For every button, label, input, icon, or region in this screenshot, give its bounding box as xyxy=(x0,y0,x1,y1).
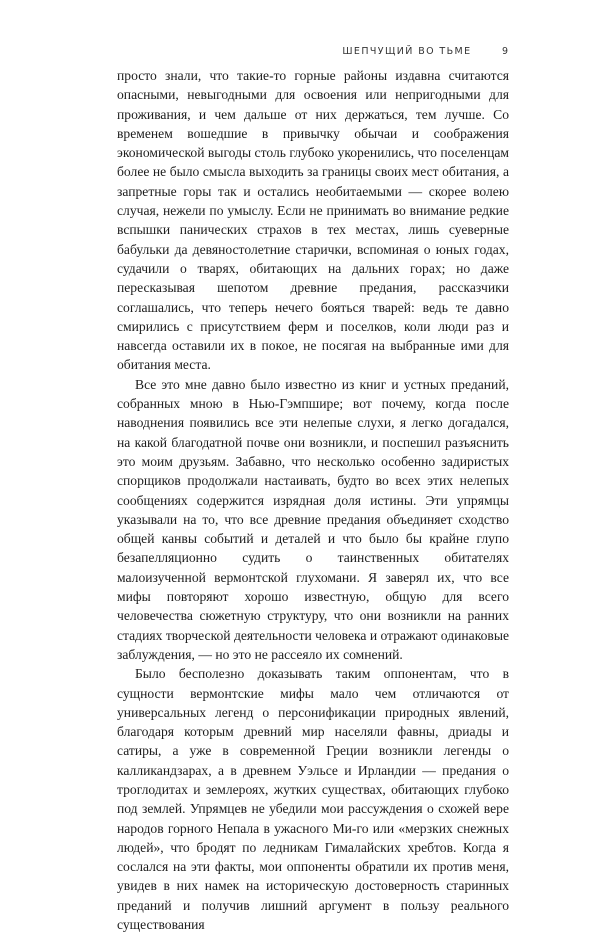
paragraph-continued: просто знали, что такие-то горные районы издавна считаются опасными, невыгодными для освоения или непригодными для проживания, и чем дальше от них держаться, тем лучше. Со временем вошедшие в привычку обычаи и соображения экономической выгоды столь глубоко укоренились, что поселенцам более не было смысла выходить за границы своих мест обитания, а запретные горы так и остались необитаемыми — скорее волею случая, нежели по умыслу. Если не принимать во внимание редкие вспышки панических страхов в тех местах, лишь суеверные бабульки да девяностолетние старички, вспоминая о юных годах, судачили о тварях, обитающих на дальних горах; но даже пересказывая шепотом древние предания, рассказчики соглашались, что теперь нечего бояться тварей: ведь те давно смирились с присутствием ферм и поселков, коли люди раз и навсегда оставили их в покое, не посягая на выбранные ими для обитания места. xyxy=(117,68,509,373)
paragraph: Все это мне давно было известно из книг и устных преданий, собранных мною в Нью-Гэмпшире; вот почему, когда после наводнения появились все эти нелепые слухи, я легко догадался, на какой благодатной почве они возникли, и поспешил разъяснить это моим друзьям. Забавно, что несколько особенно задиристых спорщиков продолжали настаивать, будто во всех этих нелепых сообщениях содержится изрядная доля истины. Эти упрямцы указывали на то, что все древние предания объединяет сходство общей канвы событий и деталей и что было бы крайне глупо безапелляционно судить о таинственных обитателях малоизученной вермонтской глухомани. Я заверял их, что все мифы повторяют хорошо известную, общую для всего человечества сюжетную структуру, что они возникли на ранних стадиях творческой деятельности человека и отражают одинаковые заблуждения, — но это не рассеяло их сомнений. xyxy=(117,376,510,662)
paragraph: Было бесполезно доказывать таким оппонентам, что в сущности вермонтские мифы мало чем отличаются от универсальных легенд о персонификации природных явлений, благодаря которым древний мир населяли фавны, дриады и сатиры, а уже в современной Греции возникли легенды о калликандзарах, а в древнем Уэльсе и Ирландии — предания о троглодитах и землероях, жутких существах, обитающих глубоко под землей. Упрямцев не убедили мои рассуждения о схожей вере народов горного Непала в ужасного Ми-го или «мерзких снежных людей», что бродят по ледникам Гималайских хребтов. Когда я сослался на эти факты, мои оппоненты обратили их против меня, увидев в них намек на историческую достоверность старинных преданий и получив лишний аргумент в пользу реального существования xyxy=(117,666,509,933)
running-title: ШЕПЧУЩИЙ ВО ТЬМЕ xyxy=(342,46,472,57)
running-head xyxy=(342,46,508,57)
body-text xyxy=(117,66,509,934)
page-number: 9 xyxy=(501,46,508,57)
